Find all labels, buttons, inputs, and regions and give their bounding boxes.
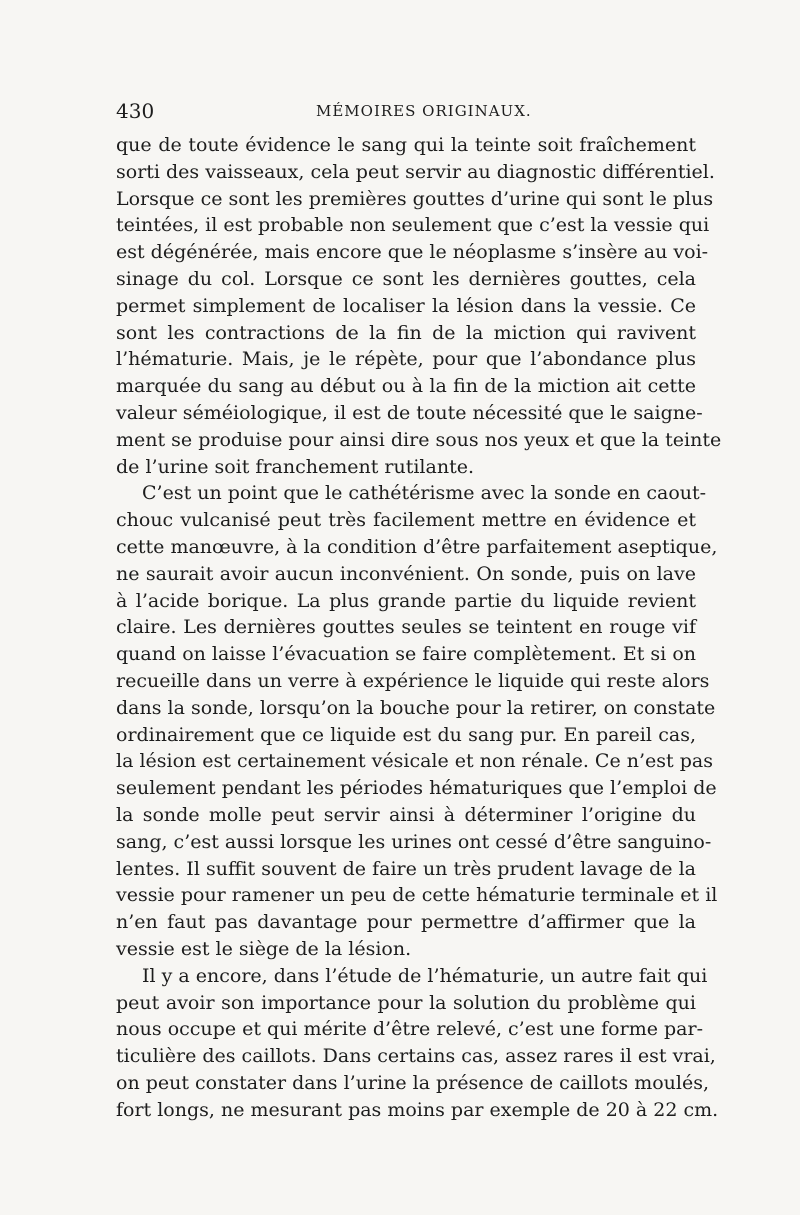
text-line: C’est un point que le cathétérisme avec la sonde en caout- [142,482,707,505]
text-line: claire. Les dernières gouttes seules se teintent en rouge vif [116,616,696,639]
text-line: ne saurait avoir aucun inconvénient. On sonde, puis on lave [116,562,696,585]
text-line: que de toute évidence le sang qui la teinte soit fraîchement [116,134,696,156]
text-line: cette manœuvre, à la condition d’être parfaitement aseptique, [116,535,718,558]
text-line: sorti des vaisseaux, cela peut servir au diagnostic différentiel. [116,160,715,183]
text-line: fort longs, ne mesurant pas moins par exemple de 20 à 22 cm. [116,1098,719,1121]
text-line: ment se produise pour ainsi dire sous nos yeux et que la teinte [116,428,722,451]
paragraph [116,963,719,1124]
text-line: dans la sonde, lorsqu’on la bouche pour la retirer, on constate [116,696,716,719]
text-line: marquée du sang au début ou à la fin de la miction ait cette [116,375,696,398]
text-line: valeur séméiologique, il est de toute nécessité que le saigne- [116,401,703,424]
text-line: lentes. Il suffit souvent de faire un très prudent lavage de la [116,857,696,880]
text-line: sang, c’est aussi lorsque les urines ont cessé d’être sanguino- [116,830,712,853]
text-line: nous occupe et qui mérite d’être relevé, c’est une forme par- [116,1018,703,1041]
page-number: 430 [116,99,155,123]
running-title: MÉMOIRES ORIGINAUX. [316,102,532,120]
text-line: sont les contractions de la fin de la miction qui ravivent [116,321,696,344]
text-line: Lorsque ce sont les premières gouttes d’urine qui sont le plus [116,187,714,210]
text-line: la sonde molle peut servir ainsi à déterminer l’origine du [116,803,696,826]
paragraph [116,132,722,480]
text-line: sinage du col. Lorsque ce sont les dernières gouttes, cela [116,267,696,290]
text-line: n’en faut pas davantage pour permettre d’affirmer que la [116,911,696,934]
page-header [116,96,696,126]
text-line: vessie pour ramener un peu de cette hématurie terminale et il [116,884,718,907]
text-line: à l’acide borique. La plus grande partie du liquide revient [116,589,696,612]
body-text [116,132,722,1123]
text-line: teintées, il est probable non seulement que c’est la vessie qui [116,214,710,237]
text-line: chouc vulcanisé peut très facilement mettre en évidence et [116,509,696,532]
paragraph [116,480,718,962]
text-line: l’hématurie. Mais, je le répète, pour que l’abondance plus [116,348,696,371]
text-line: ticulière des caillots. Dans certains cas, assez rares il est vrai, [116,1045,716,1068]
text-line: la lésion est certainement vésicale et non rénale. Ce n’est pas [116,750,713,773]
text-line: permet simplement de localiser la lésion dans la vessie. Ce [116,294,696,317]
text-line: peut avoir son importance pour la solution du problème qui [116,991,696,1014]
text-line: de l’urine soit franchement rutilante. [116,455,474,478]
text-line: ordinairement que ce liquide est du sang pur. En pareil cas, [116,723,696,746]
text-line: on peut constater dans l’urine la présence de caillots moulés, [116,1071,710,1094]
text-line: vessie est le siège de la lésion. [116,937,412,960]
text-line: Il y a encore, dans l’étude de l’hématurie, un autre fait qui [142,964,708,987]
text-line: seulement pendant les périodes hématuriques que l’emploi de [116,777,717,800]
text-line: recueille dans un verre à expérience le liquide qui reste alors [116,669,710,692]
text-line: est dégénérée, mais encore que le néoplasme s’insère au voi- [116,241,709,264]
text-line: quand on laisse l’évacuation se faire complètement. Et si on [116,643,696,666]
